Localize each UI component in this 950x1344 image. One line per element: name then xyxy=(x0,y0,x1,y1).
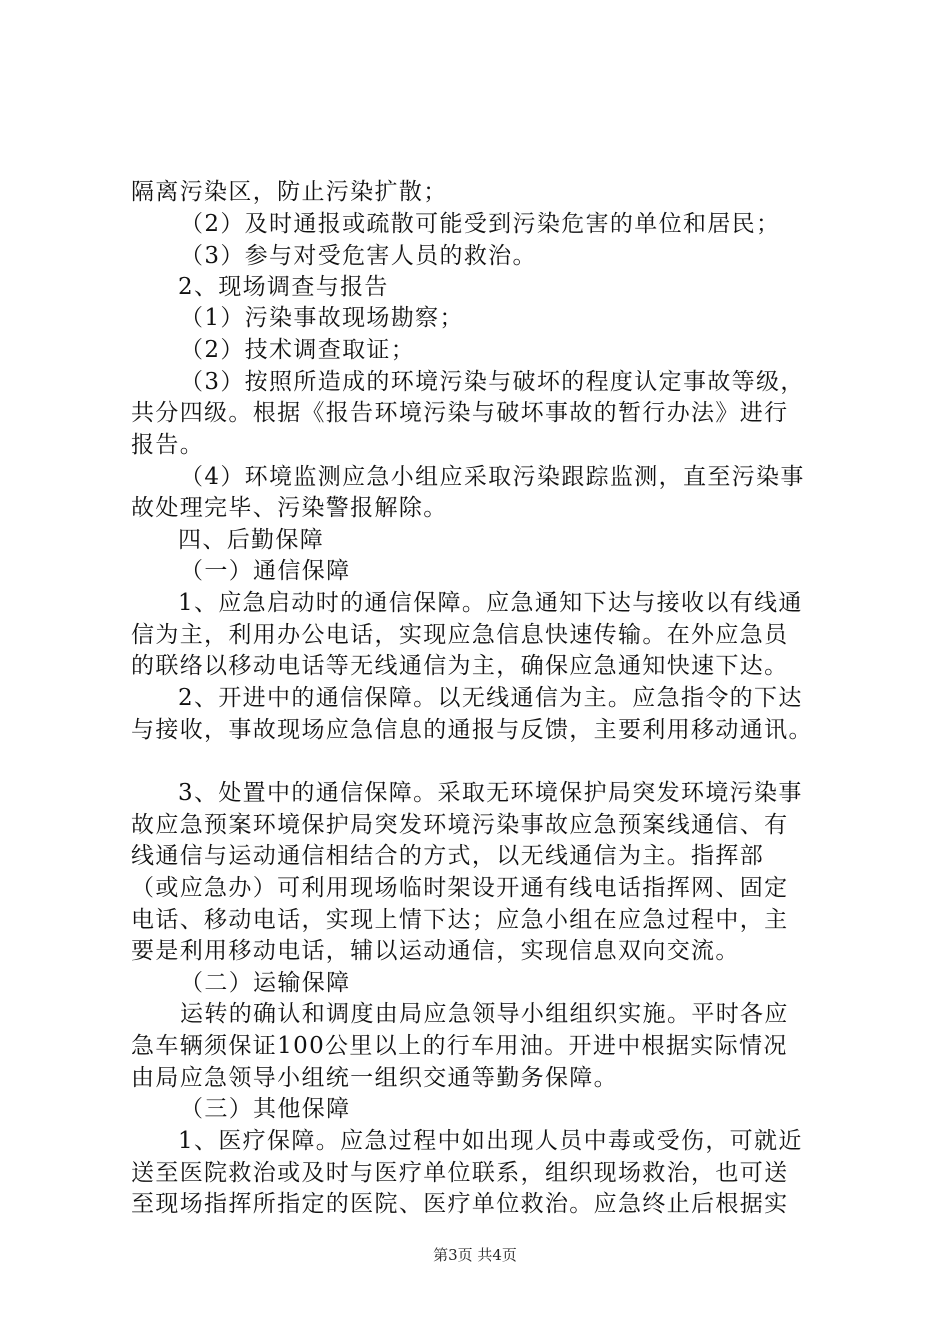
body-line: 1、医疗保障。应急过程中如出现人员中毒或受伤，可就近 xyxy=(178,1128,803,1154)
body-line: （3）参与对受危害人员的救治。 xyxy=(180,243,537,269)
body-line: 共分四级。根据《报告环境污染与破坏事故的暂行办法》进行 xyxy=(131,400,789,426)
body-line: 送至医院救治或及时与医疗单位联系，组织现场救治，也可送 xyxy=(131,1160,789,1186)
section-heading: 2、现场调查与报告 xyxy=(178,274,389,300)
page-footer: 第3页 共4页 xyxy=(433,1246,517,1264)
body-line: 信为主，利用办公电话，实现应急信息快速传输。在外应急员 xyxy=(131,622,789,648)
body-line: 1、应急启动时的通信保障。应急通知下达与接收以有线通 xyxy=(178,590,803,616)
subsection-heading: （三）其他保障 xyxy=(180,1096,351,1122)
body-line: 报告。 xyxy=(131,432,205,458)
subsection-heading: （二）运输保障 xyxy=(180,970,351,996)
body-line: （2）及时通报或疏散可能受到污染危害的单位和居民； xyxy=(180,211,781,237)
body-line: 急车辆须保证100公里以上的行车用油。开进中根据实际情况 xyxy=(131,1033,788,1059)
body-line: 与接收，事故现场应急信息的通报与反馈，主要利用移动通讯。 xyxy=(131,717,813,743)
body-line: 要是利用移动电话，辅以运动通信，实现信息双向交流。 xyxy=(131,938,740,964)
subsection-heading: （一）通信保障 xyxy=(180,558,351,584)
body-line: 线通信与运动通信相结合的方式，以无线通信为主。指挥部 xyxy=(131,843,765,869)
body-line: （2）技术调查取证； xyxy=(180,337,416,363)
body-line: 由局应急领导小组统一组织交通等勤务保障。 xyxy=(131,1065,618,1091)
body-line: 2、开进中的通信保障。以无线通信为主。应急指令的下达 xyxy=(178,685,803,711)
body-line: （或应急办）可利用现场临时架设开通有线电话指挥网、固定 xyxy=(131,875,789,901)
body-line: （4）环境监测应急小组应采取污染跟踪监测，直至污染事 xyxy=(180,464,805,490)
body-line: （3）按照所造成的环境污染与破坏的程度认定事故等级， xyxy=(180,369,805,395)
body-line: 隔离污染区，防止污染扩散； xyxy=(131,179,448,205)
body-line: 故处理完毕、污染警报解除。 xyxy=(131,495,448,521)
body-line: 运转的确认和调度由局应急领导小组组织实施。平时各应 xyxy=(180,1001,789,1027)
body-line: 故应急预案环境保护局突发环境污染事故应急预案线通信、有 xyxy=(131,812,789,838)
body-line: 至现场指挥所指定的医院、医疗单位救治。应急终止后根据实 xyxy=(131,1191,789,1217)
section-heading: 四、后勤保障 xyxy=(178,527,325,553)
body-line: 的联络以移动电话等无线通信为主，确保应急通知快速下达。 xyxy=(131,653,789,679)
body-line: 3、处置中的通信保障。采取无环境保护局突发环境污染事 xyxy=(178,780,803,806)
body-line: 电话、移动电话，实现上情下达；应急小组在应急过程中，主 xyxy=(131,907,789,933)
body-line: （1）污染事故现场勘察； xyxy=(180,305,464,331)
